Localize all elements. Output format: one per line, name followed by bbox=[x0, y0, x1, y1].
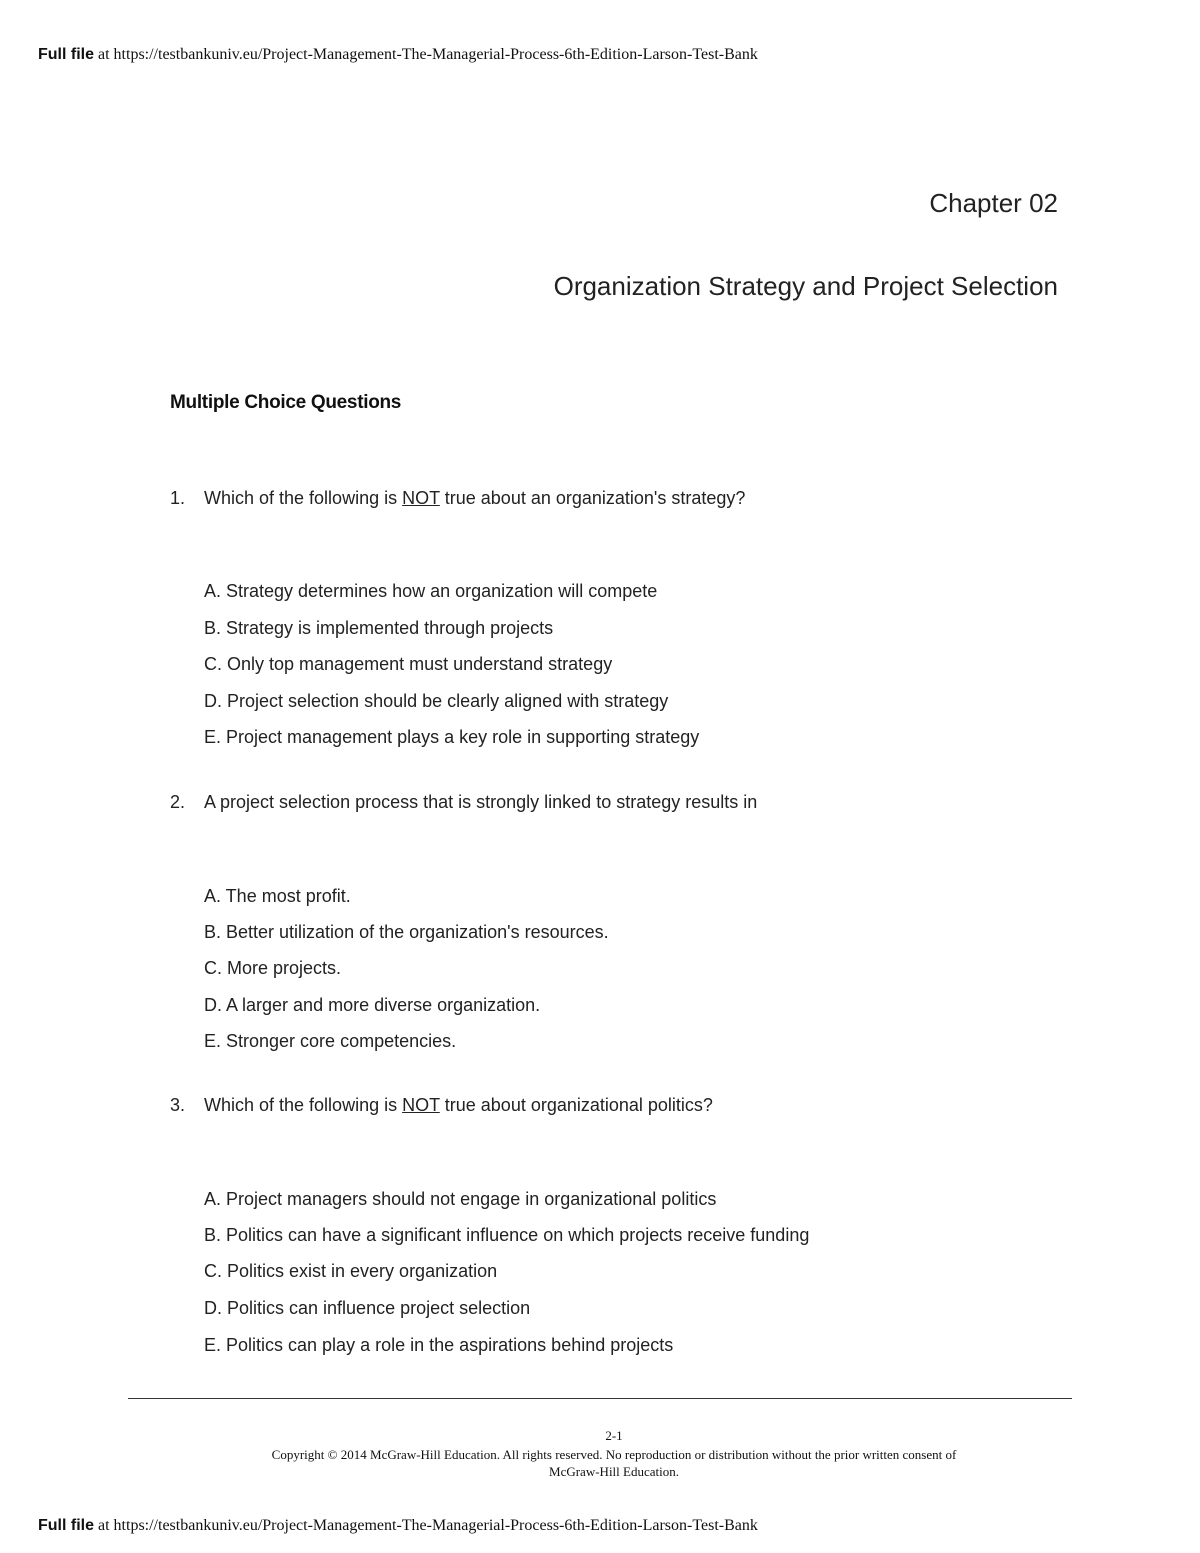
option-1e: E. Project management plays a key role in supporting strategy bbox=[204, 727, 700, 747]
footer-link[interactable] bbox=[38, 1517, 758, 1535]
chapter-title: Organization Strategy and Project Selection bbox=[553, 271, 1058, 301]
option-3e: E. Politics can play a role in the aspirations behind projects bbox=[204, 1335, 674, 1355]
option-2d: D. A larger and more diverse organization. bbox=[204, 995, 541, 1015]
footer-link-text[interactable]: at https://testbankuniv.eu/Project-Management-The-Managerial-Process-6th-Edition-Larson-Test-Bank bbox=[98, 1517, 758, 1534]
question-text-end: true about an organization's strategy? bbox=[439, 488, 746, 508]
question-text: Which of the following is bbox=[204, 1095, 403, 1115]
option-1d: D. Project selection should be clearly aligned with strategy bbox=[204, 691, 669, 711]
section-title: Multiple Choice Questions bbox=[170, 392, 402, 413]
chapter-label: Chapter 02 bbox=[929, 188, 1058, 218]
question-number: 3. bbox=[170, 1095, 186, 1115]
option-1a: A. Strategy determines how an organization will compete bbox=[204, 581, 658, 601]
question-2 bbox=[170, 792, 757, 813]
option-2a: A. The most profit. bbox=[204, 886, 351, 906]
question-1 bbox=[170, 488, 745, 509]
option-1c: C. Only top management must understand strategy bbox=[204, 654, 613, 674]
question-number: 1. bbox=[170, 488, 186, 508]
header-link-text[interactable]: at https://testbankuniv.eu/Project-Management-The-Managerial-Process-6th-Edition-Larson-Test-Bank bbox=[98, 46, 758, 63]
option-3d: D. Politics can influence project selection bbox=[204, 1298, 531, 1318]
question-text: A project selection process that is strongly linked to strategy results in bbox=[204, 792, 758, 812]
page-number: 2-1 bbox=[605, 1428, 623, 1443]
copyright-line-1: Copyright © 2014 McGraw-Hill Education. All rights reserved. No reproduction or distribution without the prior written consent of bbox=[271, 1447, 957, 1462]
question-text-end: true about organizational politics? bbox=[439, 1095, 713, 1115]
option-3b: B. Politics can have a significant influence on which projects receive funding bbox=[204, 1225, 810, 1245]
footer-link-prefix: Full file bbox=[38, 1517, 94, 1534]
option-3a: A. Project managers should not engage in organizational politics bbox=[204, 1189, 717, 1209]
question-number: 2. bbox=[170, 792, 186, 812]
option-1b: B. Strategy is implemented through projects bbox=[204, 618, 554, 638]
question-emphasis: NOT bbox=[402, 1095, 440, 1115]
question-text: Which of the following is bbox=[204, 488, 403, 508]
header-link-prefix: Full file bbox=[38, 46, 94, 63]
footer-divider bbox=[128, 1398, 1072, 1399]
question-emphasis: NOT bbox=[402, 488, 440, 508]
option-2b: B. Better utilization of the organization's resources. bbox=[204, 922, 609, 942]
header-link[interactable] bbox=[38, 46, 758, 64]
option-3c: C. Politics exist in every organization bbox=[204, 1261, 498, 1281]
copyright-line-2: McGraw-Hill Education. bbox=[549, 1464, 679, 1479]
option-2e: E. Stronger core competencies. bbox=[204, 1031, 457, 1051]
option-2c: C. More projects. bbox=[204, 958, 342, 978]
question-3 bbox=[170, 1095, 713, 1116]
